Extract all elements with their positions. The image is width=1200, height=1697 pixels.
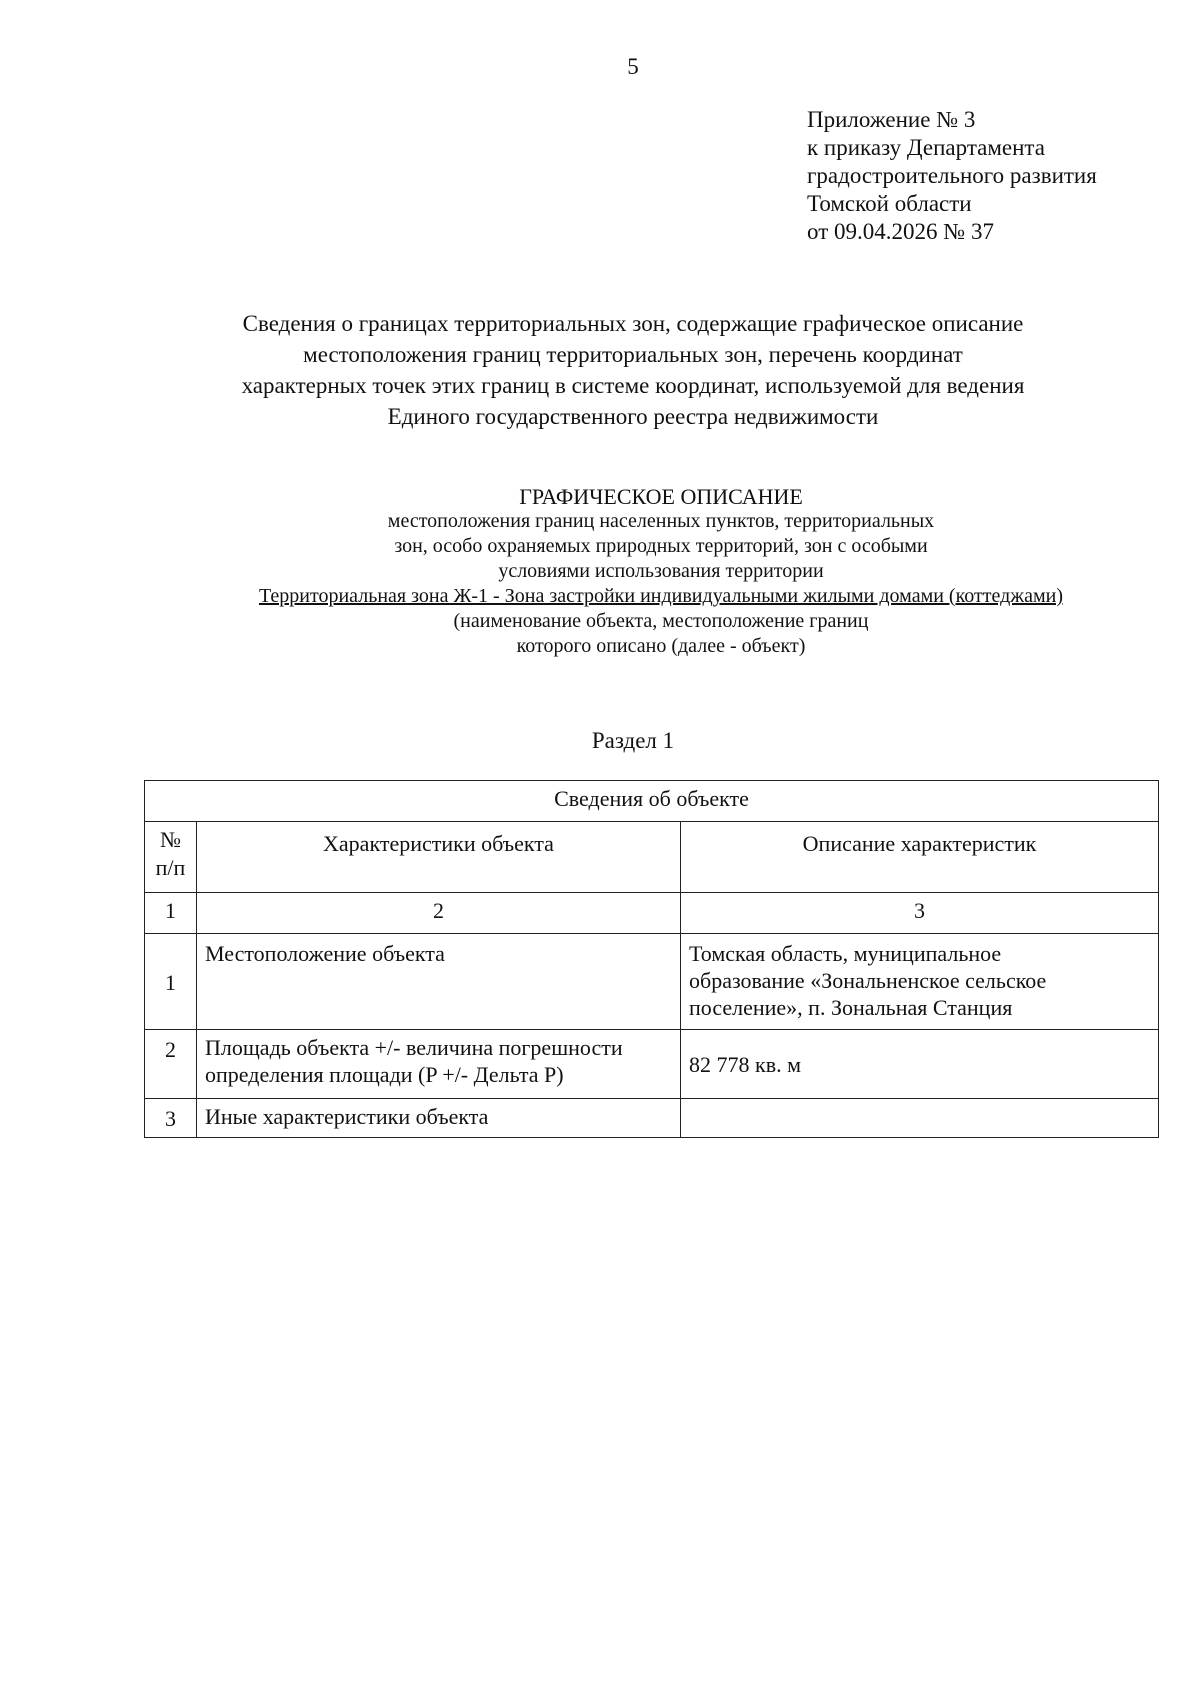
characteristic-line: Площадь объекта +/- величина погрешности: [205, 1035, 623, 1060]
object-info-table: [144, 780, 1159, 1138]
appendix-line: градостроительного развития: [807, 163, 1097, 188]
description-line: Томская область, муниципальное: [689, 941, 1002, 966]
column-index: 2: [197, 893, 681, 934]
graphic-subtitle-line: зон, особо охраняемых природных территорий, зон с особыми: [394, 535, 928, 557]
column-index: 1: [145, 893, 197, 934]
appendix-line: Приложение № 3: [807, 107, 976, 132]
description-line: образование «Зональненское сельское: [689, 968, 1047, 993]
row-description: [681, 934, 1159, 1030]
table-row: [145, 1099, 1159, 1138]
header-characteristics: Характеристики объекта: [197, 822, 681, 893]
table-header-row: [145, 822, 1159, 893]
page-number: 5: [627, 54, 639, 79]
row-number: 1: [145, 934, 197, 1030]
object-note-line: (наименование объекта, местоположение границ: [453, 610, 869, 632]
graphic-heading: ГРАФИЧЕСКОЕ ОПИСАНИЕ: [519, 484, 803, 509]
row-characteristic: [197, 1030, 681, 1099]
appendix-line: Томской области: [807, 191, 972, 216]
object-note-line: которого описано (далее - объект): [516, 635, 806, 657]
graphic-subtitle-line: местоположения границ населенных пунктов, территориальных: [387, 510, 935, 532]
table-caption: Сведения об объекте: [145, 781, 1159, 822]
graphic-subtitle-line: условиями использования территории: [498, 560, 824, 582]
object-name: Территориальная зона Ж-1 - Зона застройки индивидуальными жилыми домами (коттеджами): [258, 585, 1064, 607]
table-row: [145, 1030, 1159, 1099]
row-characteristic: Иные характеристики объекта: [197, 1099, 681, 1138]
title-line: местоположения границ территориальных зон, перечень координат: [303, 342, 963, 367]
title-line: Сведения о границах территориальных зон, содержащие графическое описание: [242, 311, 1024, 336]
column-index: 3: [681, 893, 1159, 934]
header-num: [145, 822, 197, 893]
description-line: поселение», п. Зональная Станция: [689, 995, 1013, 1020]
header-description: Описание характеристик: [681, 822, 1159, 893]
row-number: 3: [145, 1099, 197, 1138]
table-row: [145, 934, 1159, 1030]
row-description: [681, 1099, 1159, 1138]
table-index-row: [145, 893, 1159, 934]
row-number: 2: [145, 1030, 197, 1099]
header-num-line: п/п: [155, 855, 186, 880]
title-line: Единого государственного реестра недвижимости: [387, 404, 879, 429]
row-description: 82 778 кв. м: [681, 1030, 1159, 1099]
section-label: Раздел 1: [591, 728, 675, 753]
row-characteristic: Местоположение объекта: [197, 934, 681, 1030]
table-caption-row: [145, 781, 1159, 822]
graphic-description-block: [150, 484, 1172, 659]
appendix-line: к приказу Департамента: [807, 135, 1045, 160]
appendix-block: [807, 106, 1097, 246]
characteristic-line: определения площади (P +/- Дельта P): [205, 1062, 564, 1087]
header-num-line: №: [160, 827, 181, 852]
title-line: характерных точек этих границ в системе координат, используемой для ведения: [241, 373, 1025, 398]
document-title: [150, 308, 1116, 432]
appendix-line: от 09.04.2026 № 37: [807, 219, 994, 244]
